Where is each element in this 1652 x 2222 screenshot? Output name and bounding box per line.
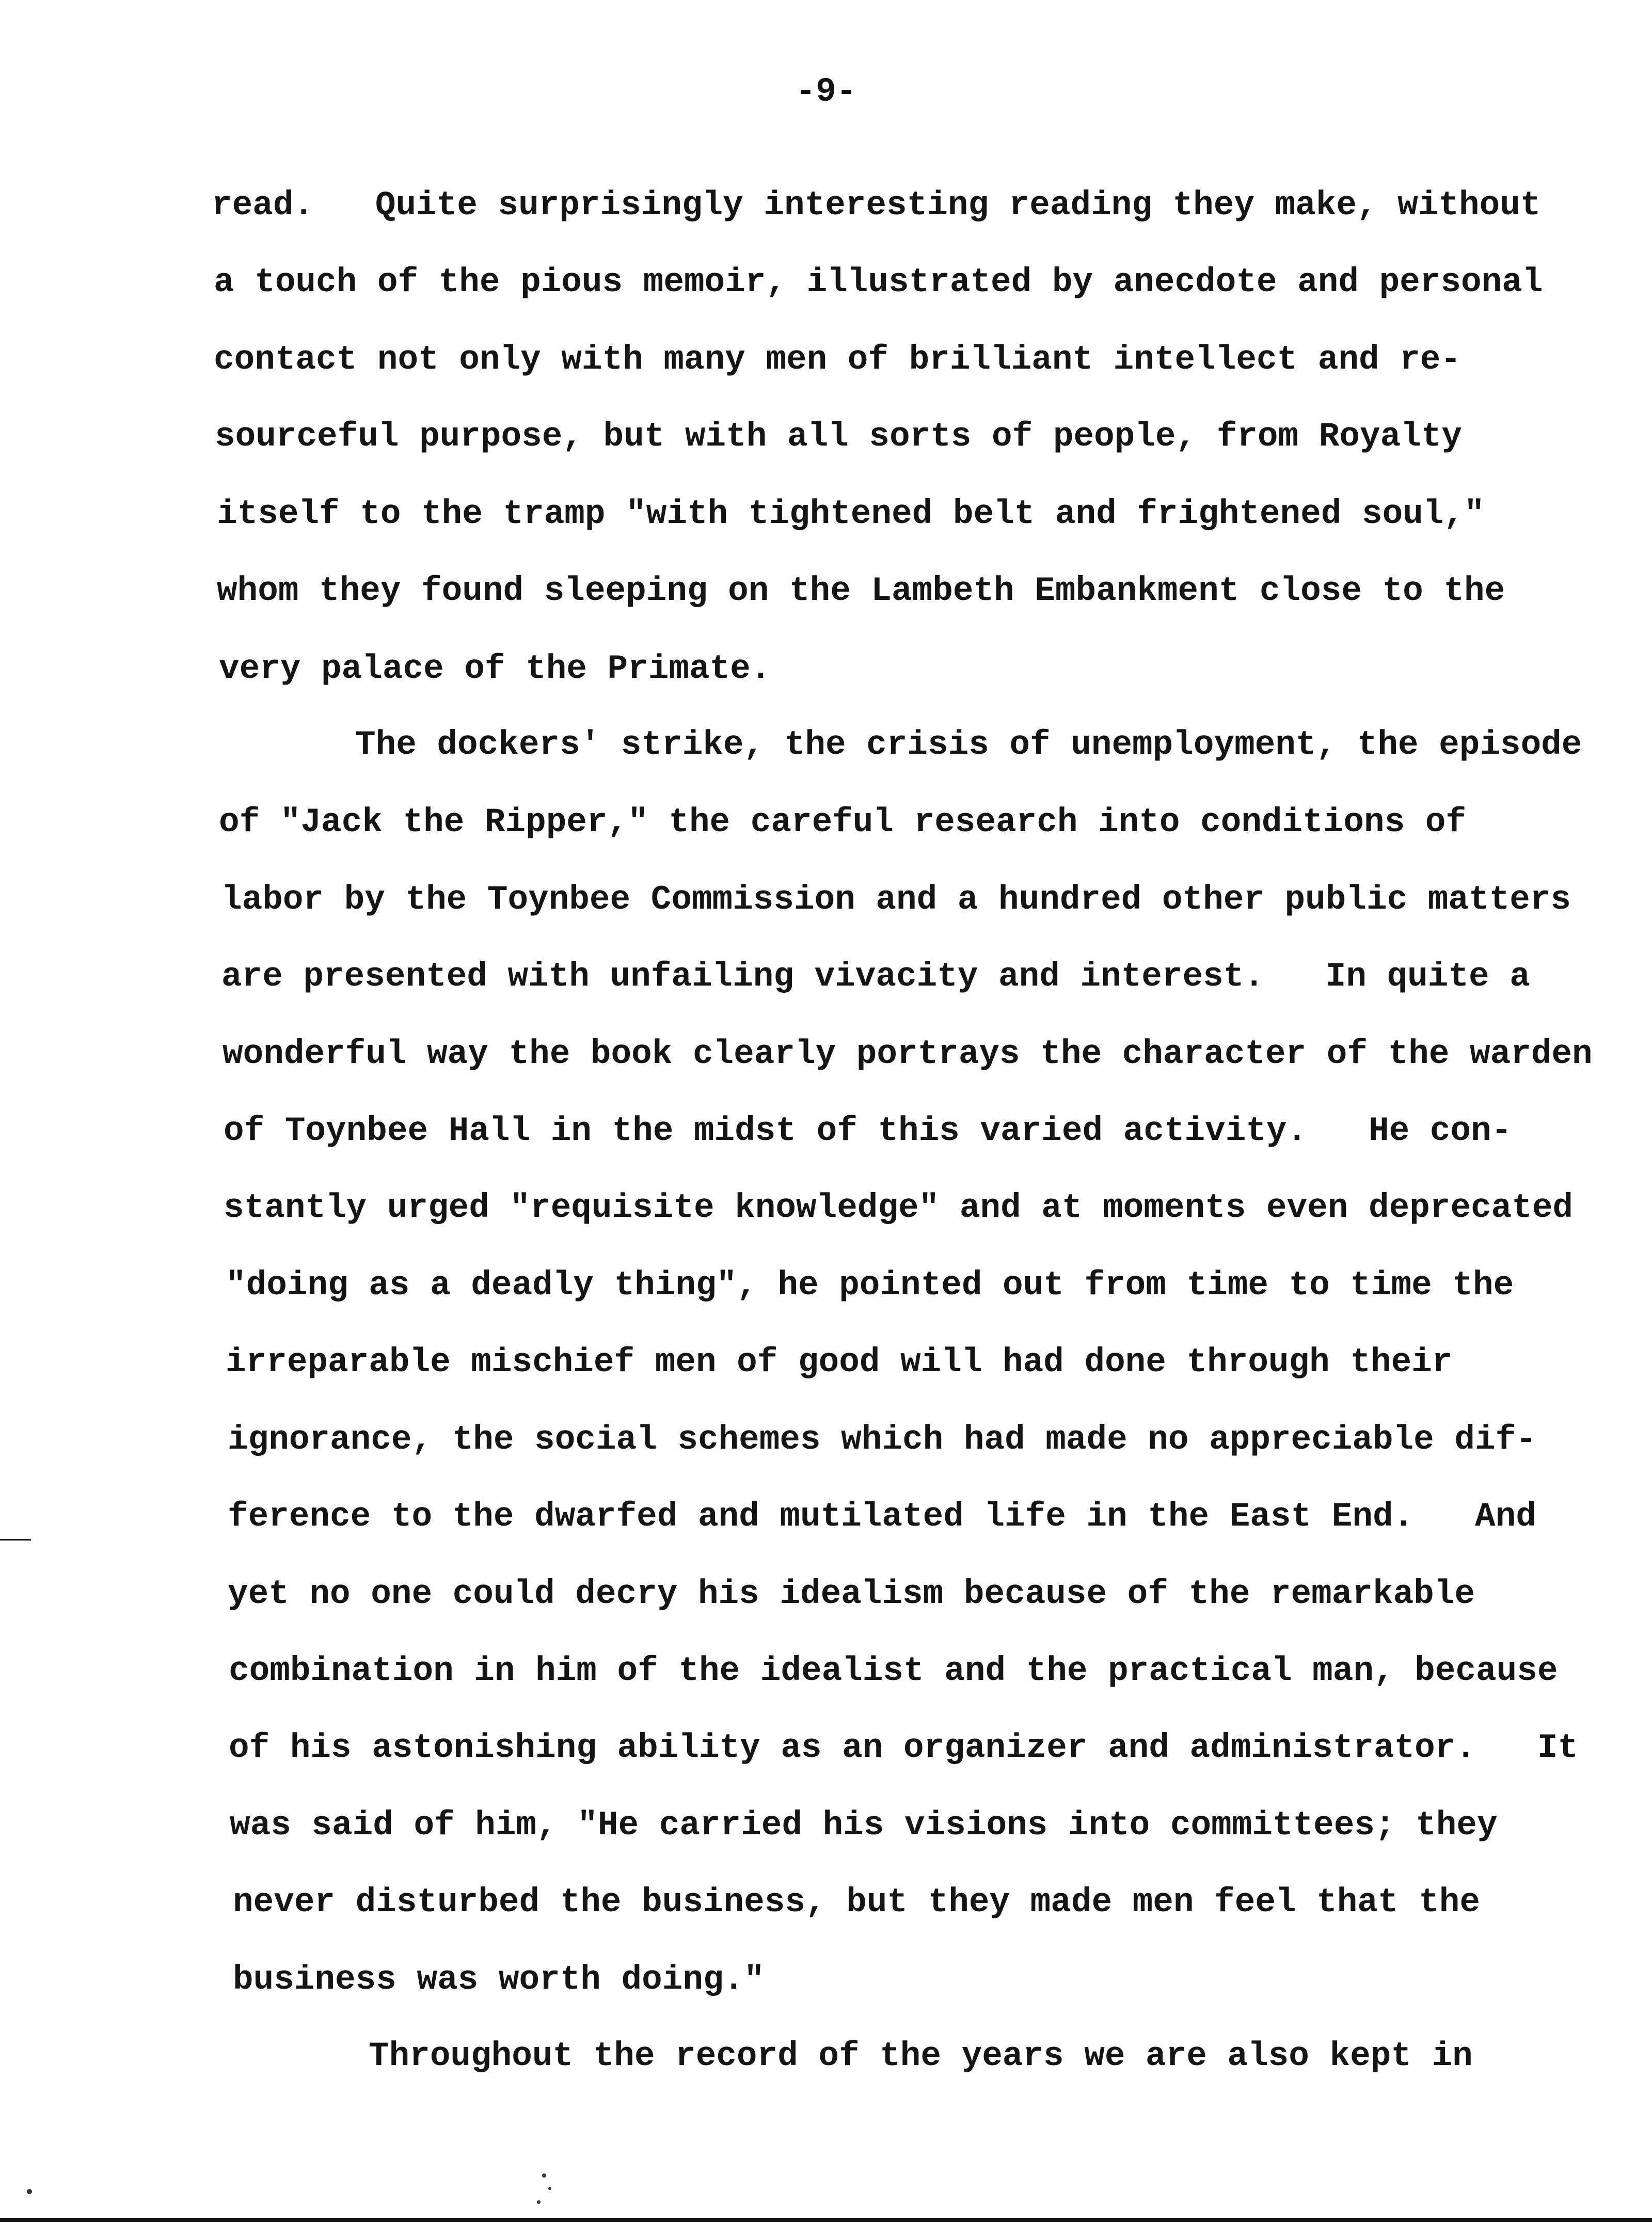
text-line: ignorance, the social schemes which had made no appreciable dif- <box>228 1420 1536 1459</box>
scan-bottom-edge <box>0 2218 1652 2222</box>
text-line: of Toynbee Hall in the midst of this varied activity. He con- <box>224 1112 1512 1150</box>
text-line: very palace of the Primate. <box>219 649 771 688</box>
text-line: combination in him of the idealist and the practical man, because <box>229 1652 1558 1690</box>
text-line: of "Jack the Ripper," the careful research into conditions of <box>219 803 1466 842</box>
page-number: -9- <box>795 72 857 111</box>
text-line: itself to the tramp "with tightened belt and frightened soul," <box>217 495 1485 533</box>
text-line: stantly urged "requisite knowledge" and at moments even deprecated <box>224 1188 1574 1227</box>
text-line: Throughout the record of the years we are also kept in <box>369 2037 1473 2075</box>
left-edge-mark <box>0 1539 31 1541</box>
text-line: whom they found sleeping on the Lambeth Embankment close to the <box>217 572 1505 610</box>
text-line: read. Quite surprisingly interesting reading they make, without <box>212 186 1541 225</box>
text-line: wonderful way the book clearly portrays the character of the warden <box>223 1035 1593 1073</box>
text-line: The dockers' strike, the crisis of unemployment, the episode <box>355 725 1582 764</box>
text-line: irreparable mischief men of good will had done through their <box>226 1343 1453 1382</box>
scan-speck <box>27 2189 32 2194</box>
text-line: contact not only with many men of brilliant intellect and re- <box>214 340 1461 379</box>
text-line: sourceful purpose, but with all sorts of people, from Royalty <box>215 417 1462 456</box>
text-line: was said of him, "He carried his visions into committees; they <box>230 1806 1498 1845</box>
text-line: are presented with unfailing vivacity and interest. In quite a <box>221 957 1530 996</box>
text-line: ference to the dwarfed and mutilated life in the East End. And <box>228 1497 1536 1536</box>
scan-speck <box>542 2173 546 2178</box>
text-line: "doing as a deadly thing", he pointed out from time to time the <box>226 1266 1514 1305</box>
text-line: business was worth doing." <box>233 1960 765 1999</box>
text-line: never disturbed the business, but they made men feel that the <box>233 1883 1480 1922</box>
text-line: of his astonishing ability as an organizer and administrator. It <box>229 1728 1579 1767</box>
scan-speck <box>537 2200 541 2204</box>
text-line: a touch of the pious memoir, illustrated by anecdote and personal <box>214 263 1543 301</box>
text-line: labor by the Toynbee Commission and a hundred other public matters <box>221 880 1571 919</box>
scan-speck <box>548 2187 551 2190</box>
text-line: yet no one could decry his idealism because of the remarkable <box>228 1575 1475 1613</box>
